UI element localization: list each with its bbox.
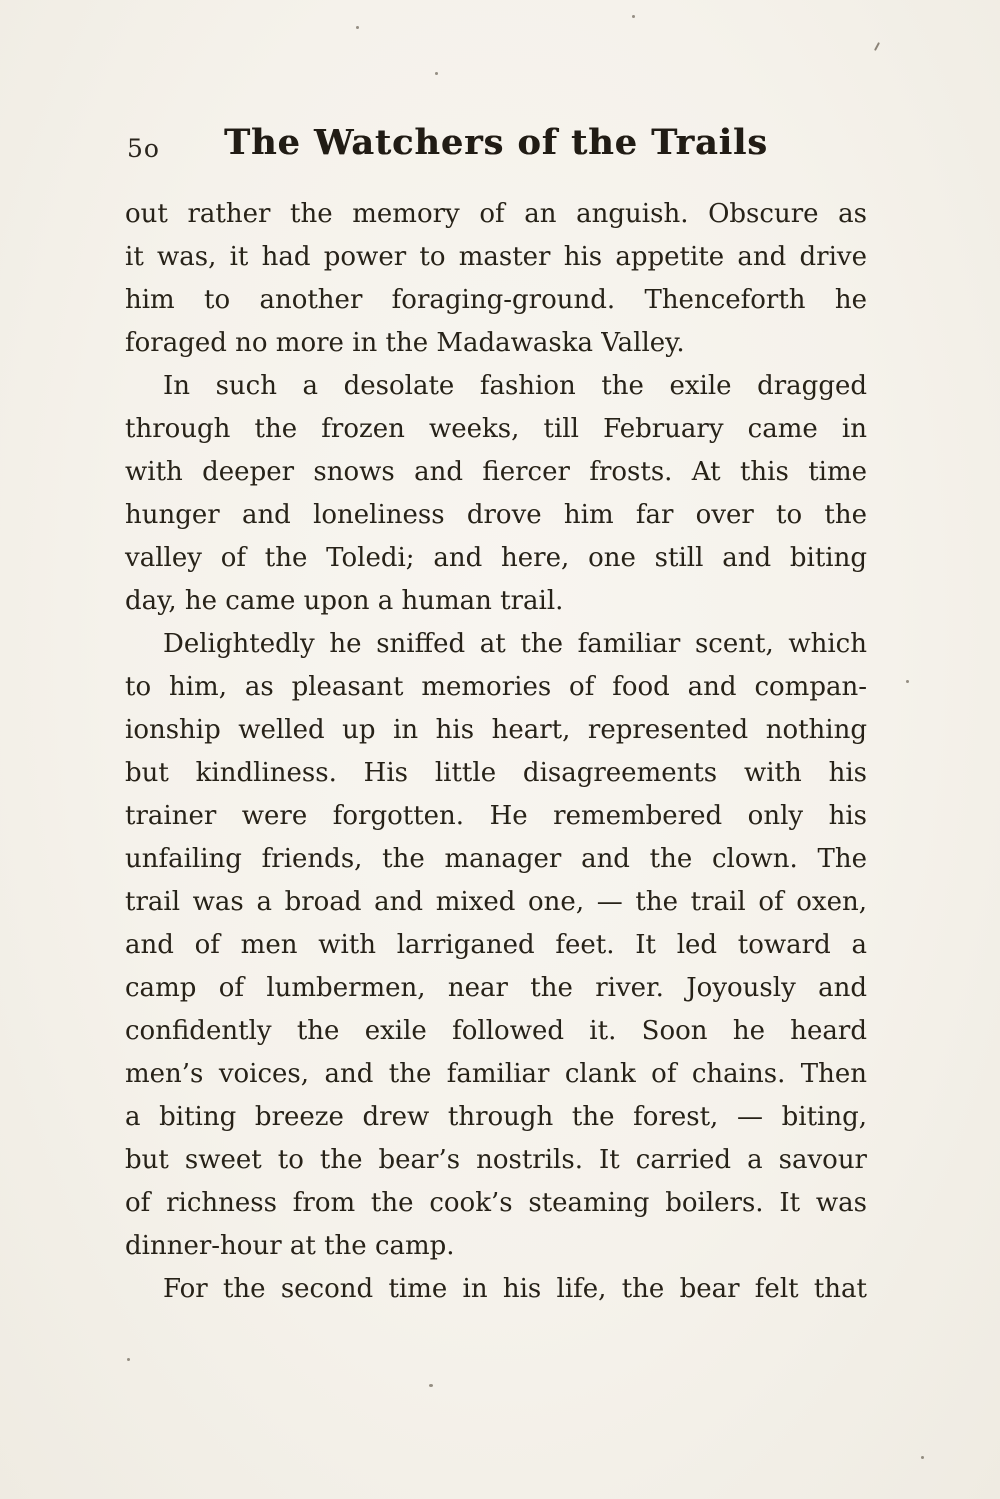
scan-speck [429,1384,433,1387]
text-line: trainer were forgotten. He remembered only his [125,801,867,831]
text-line: through the frozen weeks, till February came in [125,414,867,444]
scan-speck [435,72,438,75]
text-line: ionship welled up in his heart, represented nothing [125,715,867,745]
page-header [125,122,867,174]
text-line: of richness from the cook’s steaming boilers. It was [125,1188,867,1218]
paragraph [125,623,867,1268]
paragraph [125,1268,867,1311]
text-line: and of men with larriganed feet. It led toward a [125,930,867,960]
text-line: but sweet to the bear’s nostrils. It carried a savour [125,1145,867,1175]
scan-speck [906,680,909,683]
running-title: The Watchers of the Trails [224,122,768,163]
scan-speck [127,1358,130,1361]
scan-tick [874,42,880,51]
text-line: foraged no more in the Madawaska Valley. [125,328,685,358]
paragraph [125,193,867,365]
text-block [125,193,867,1311]
text-line: unfailing friends, the manager and the clown. The [125,844,867,874]
text-line: out rather the memory of an anguish. Obscure as [125,199,867,229]
text-line: with deeper snows and fiercer frosts. At this time [125,457,867,487]
text-line: confidently the exile followed it. Soon he heard [125,1016,867,1046]
text-line: but kindliness. His little disagreements with his [125,758,867,788]
text-line: a biting breeze drew through the forest, — biting, [125,1102,867,1132]
text-line: it was, it had power to master his appetite and drive [125,242,867,272]
text-line: In such a desolate fashion the exile dragged [163,371,867,401]
text-line: dinner-hour at the camp. [125,1231,455,1261]
scan-speck [921,1456,924,1459]
text-line: trail was a broad and mixed one, — the trail of oxen, [125,887,867,917]
paragraph [125,365,867,623]
text-line: men’s voices, and the familiar clank of chains. Then [125,1059,867,1089]
text-line: camp of lumbermen, near the river. Joyously and [125,973,867,1003]
text-line: day, he came upon a human trail. [125,586,564,616]
text-line: to him, as pleasant memories of food and compan- [125,672,867,702]
text-line: hunger and loneliness drove him far over to the [125,500,867,530]
text-line: For the second time in his life, the bear felt that [163,1274,867,1304]
text-line: valley of the Toledi; and here, one still and biting [125,543,867,573]
page-number: 5o [127,134,160,163]
text-line: Delightedly he sniffed at the familiar scent, which [163,629,867,659]
scan-speck [632,15,635,18]
page-content [125,122,867,1311]
scan-speck [356,26,359,29]
text-line: him to another foraging-ground. Thenceforth he [125,285,867,315]
